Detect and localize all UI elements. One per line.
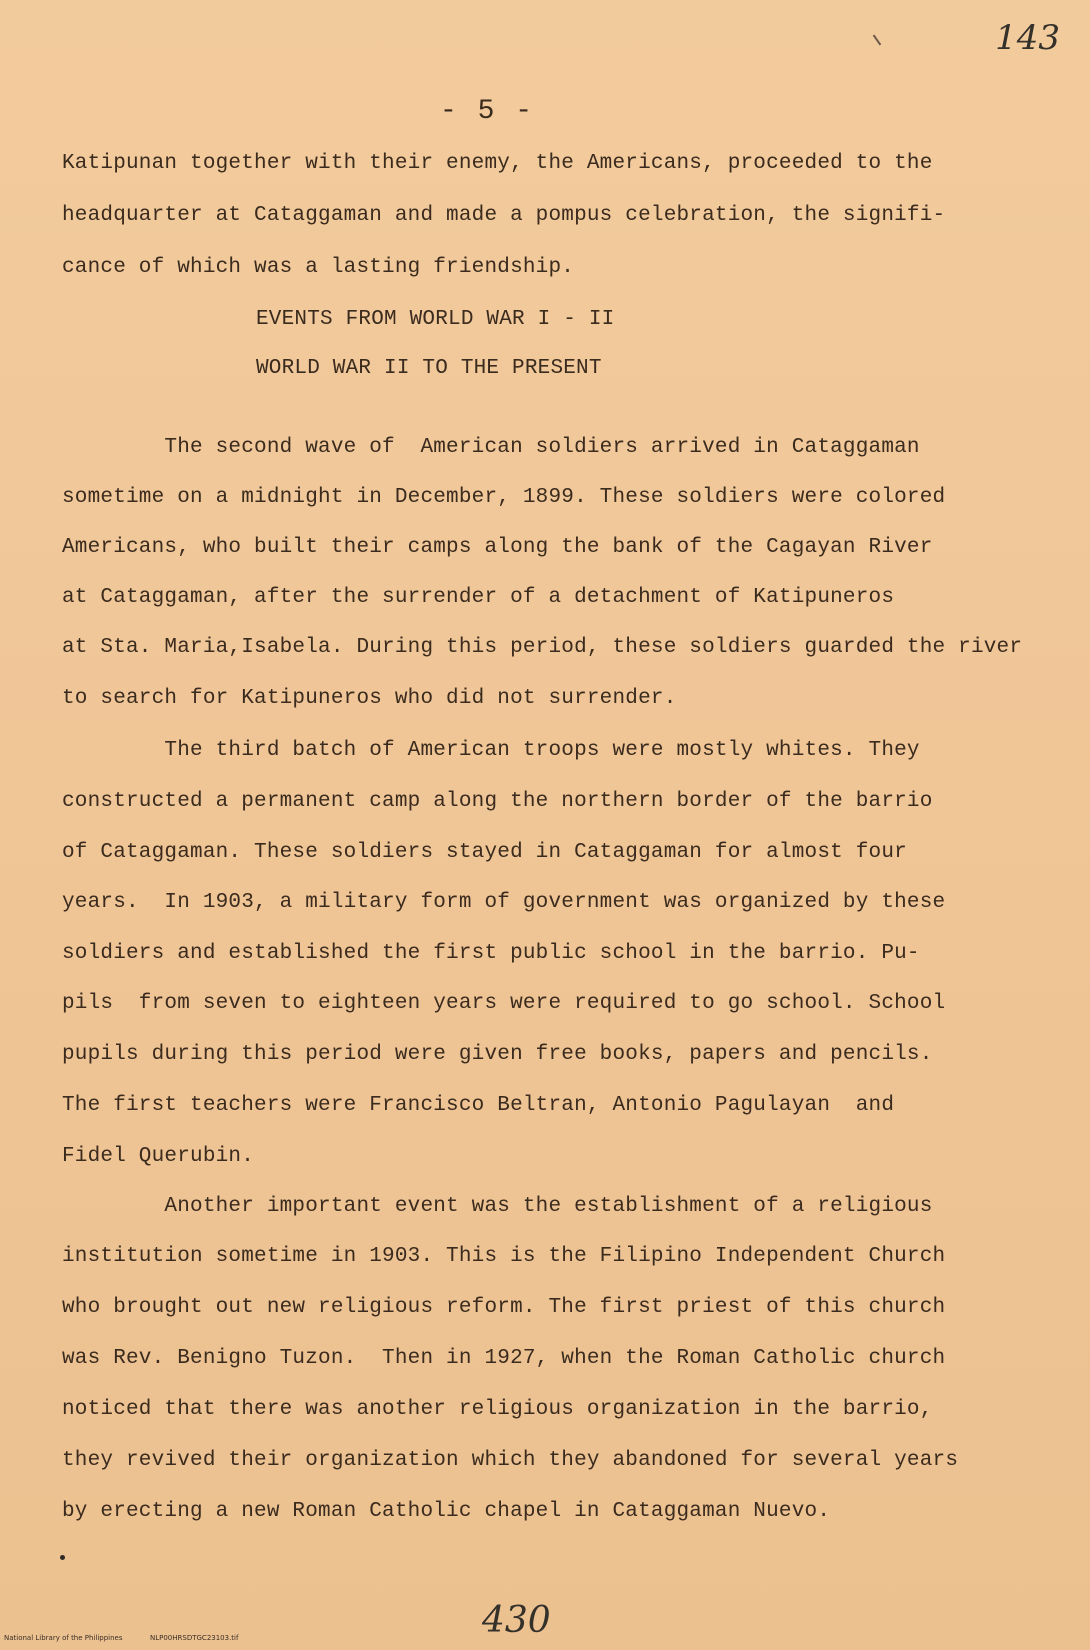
text-line: by erecting a new Roman Catholic chapel in Cataggaman Nuevo. — [62, 1500, 831, 1523]
text-line: they revived their organization which they abandoned for several years — [62, 1449, 959, 1472]
handwritten-bottom-mark: 430 — [482, 1600, 551, 1641]
text-line: Americans, who built their camps along the bank of the Cagayan River — [62, 536, 933, 559]
stray-mark — [873, 35, 882, 46]
text-line: was Rev. Benigno Tuzon. Then in 1927, when the Roman Catholic church — [62, 1347, 946, 1370]
text-line: sometime on a midnight in December, 1899. These soldiers were colored — [62, 486, 946, 509]
text-line: of Cataggaman. These soldiers stayed in Cataggaman for almost four — [62, 841, 907, 864]
text-line: The first teachers were Francisco Beltran, Antonio Pagulayan and — [62, 1094, 895, 1117]
handwritten-page-mark: 143 — [995, 18, 1060, 58]
text-line: headquarter at Cataggaman and made a pompus celebration, the signifi- — [62, 204, 946, 227]
text-line: The third batch of American troops were mostly whites. They — [62, 739, 920, 762]
text-line: to search for Katipuneros who did not surrender. — [62, 687, 677, 710]
text-line: cance of which was a lasting friendship. — [62, 256, 575, 279]
text-line: pupils during this period were given free books, papers and pencils. — [62, 1043, 933, 1066]
text-line: Katipunan together with their enemy, the Americans, proceeded to the — [62, 152, 933, 175]
text-line: pils from seven to eighteen years were required to go school. School — [62, 992, 946, 1015]
section-heading: WORLD WAR II TO THE PRESENT — [256, 357, 602, 380]
ink-dot — [60, 1555, 65, 1560]
text-line: institution sometime in 1903. This is the Filipino Independent Church — [62, 1245, 946, 1268]
text-line: constructed a permanent camp along the northern border of the barrio — [62, 790, 933, 813]
text-line: at Cataggaman, after the surrender of a detachment of Katipuneros — [62, 586, 895, 609]
text-line: Another important event was the establishment of a religious — [62, 1195, 933, 1218]
text-line: Fidel Querubin. — [62, 1145, 255, 1168]
text-line: soldiers and established the first public school in the barrio. Pu- — [62, 942, 920, 965]
text-line: who brought out new religious reform. The first priest of this church — [62, 1296, 946, 1319]
page-number: - 5 - — [440, 96, 535, 127]
library-footer: National Library of the Philippines — [4, 1634, 123, 1642]
text-line: The second wave of American soldiers arrived in Cataggaman — [62, 436, 920, 459]
text-line: noticed that there was another religious organization in the barrio, — [62, 1398, 933, 1421]
text-line: at Sta. Maria,Isabela. During this period, these soldiers guarded the river — [62, 636, 1023, 659]
section-heading: EVENTS FROM WORLD WAR I - II — [256, 308, 615, 331]
text-line: years. In 1903, a military form of government was organized by these — [62, 891, 946, 914]
file-id-footer: NLP00HRSDTGC23103.tif — [150, 1634, 239, 1642]
